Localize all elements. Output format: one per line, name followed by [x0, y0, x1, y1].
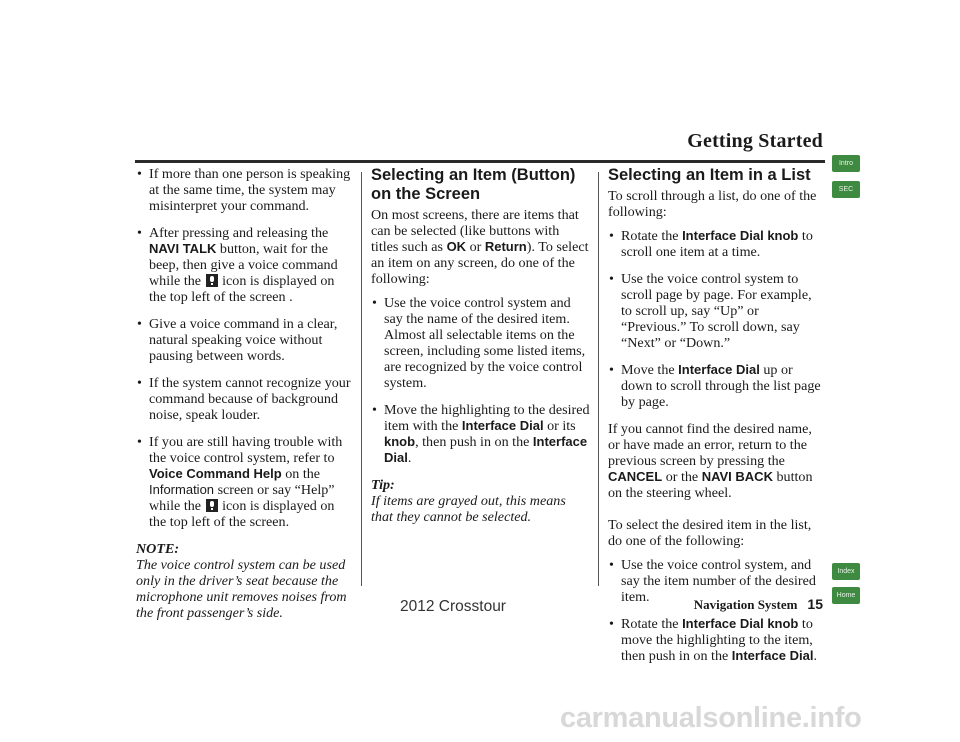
side-tab-sec[interactable]: SEC: [832, 181, 860, 198]
section-heading-select-list: Selecting an Item in a List: [608, 166, 811, 184]
note-text: The voice control system can be used only in the driver’s seat because the microphone unit removes noises from the front passenger’s side.: [136, 557, 347, 621]
intro-paragraph: To scroll through a list, do one of the following:: [608, 188, 817, 220]
list-item: • Give a voice command in a clear, natural speaking voice without pausing between words.: [136, 316, 351, 364]
watermark: carmanualsonline.info: [560, 702, 862, 734]
list-item: • Use the voice control system and say the name of the desired item. Almost all selectable items on the screen, including some listed items, are recognized by the voice control system.: [371, 295, 590, 391]
side-tab-intro[interactable]: Intro: [832, 155, 860, 172]
list-item: • Move the Interface Dial up or down to scroll through the list page by page.: [608, 362, 824, 410]
page-title: Getting Started: [687, 130, 823, 152]
scroll-list: [608, 228, 824, 410]
error-paragraph: If you cannot find the desired name, or have made an error, return to the previous screen by pressing the CANCEL or the NAVI BACK button on the steering wheel.: [608, 421, 813, 501]
intro-paragraph: On most screens, there are items that can be selected (like buttons with titles such as OK or Return). To select an item on any screen, do one of the following:: [371, 207, 589, 287]
voice-control-icon: [206, 274, 218, 287]
list-item: • Use the voice control system, and say the item number of the desired item.: [608, 557, 824, 605]
list-item: • Move the highlighting to the desired item with the Interface Dial or its knob, then push in on the Interface Dial.: [371, 402, 590, 466]
column-divider: [598, 172, 599, 586]
list-item: • Rotate the Interface Dial knob to move the highlighting to the item, then push in on the Interface Dial.: [608, 616, 824, 664]
list-item: • If more than one person is speaking at the same time, the system may misinterpret your command.: [136, 166, 351, 214]
list-item: • After pressing and releasing the NAVI TALK button, wait for the beep, then give a voice command while the icon is displayed on the top left of the screen .: [136, 225, 351, 305]
select-paragraph: To select the desired item in the list, do one of the following:: [608, 517, 812, 549]
column-middle: [371, 166, 590, 525]
voice-control-icon: [206, 499, 218, 512]
side-tab-home[interactable]: Home: [832, 587, 860, 604]
column-divider: [361, 172, 362, 586]
list-item: • Use the voice control system to scroll page by page. For example, to scroll up, say “Up” or “Previous.” To scroll down, say “Next” or “Down.”: [608, 271, 824, 351]
section-heading-select-button: Selecting an Item (Button) on the Screen: [371, 166, 576, 203]
tip-text: If items are grayed out, this means that they cannot be selected.: [371, 493, 566, 525]
page-number: 15: [807, 596, 823, 612]
select-button-list: [371, 295, 590, 466]
list-item: • If the system cannot recognize your command because of background noise, speak louder.: [136, 375, 351, 423]
list-item: • Rotate the Interface Dial knob to scroll one item at a time.: [608, 228, 824, 260]
column-left: [136, 166, 351, 621]
title-rule: [135, 160, 825, 163]
list-item: • If you are still having trouble with the voice control system, refer to Voice Command Help on the Information screen or say “Help” while the icon is displayed on the top left of the screen.: [136, 434, 351, 530]
footer-section: Navigation System 15: [693, 596, 823, 612]
note-heading: NOTE:: [136, 541, 180, 557]
side-tab-index[interactable]: Index: [832, 563, 860, 580]
tips-list: [136, 166, 351, 530]
footer-model: 2012 Crosstour: [400, 598, 506, 615]
tip-heading: Tip:: [371, 477, 395, 493]
